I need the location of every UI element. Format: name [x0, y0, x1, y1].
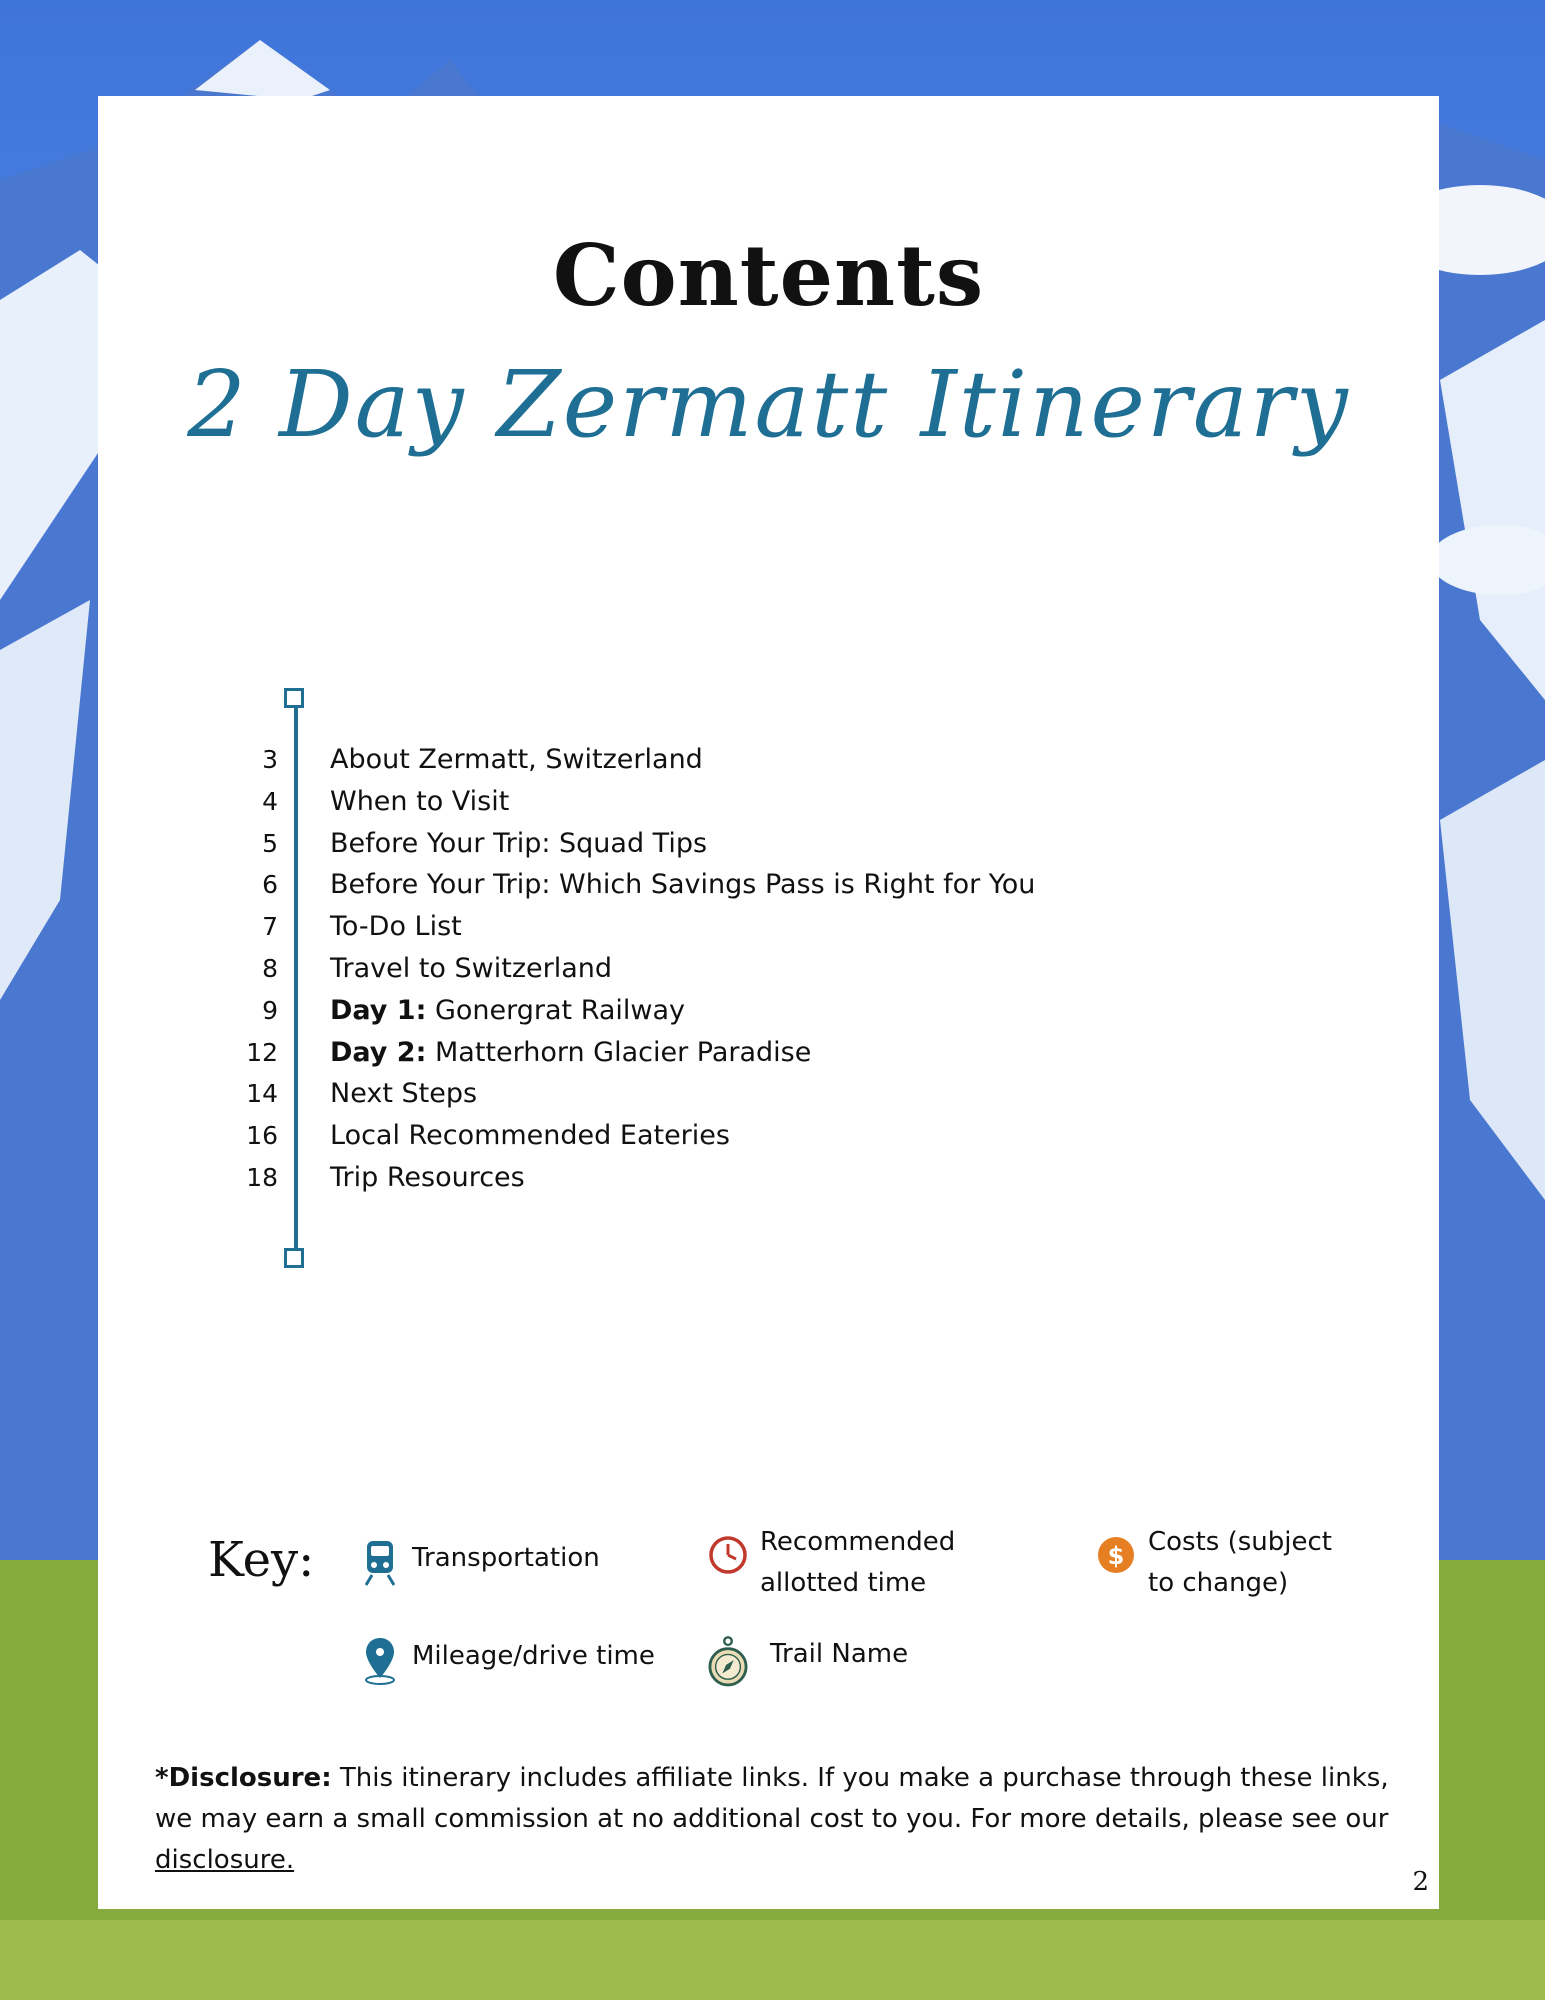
key-costs-line1: Costs (subject	[1148, 1527, 1332, 1557]
disclosure-paragraph	[155, 1758, 1395, 1881]
toc-entry-label: When to Visit	[330, 785, 510, 817]
toc-entry-label: Day 1: Gonergrat Railway	[330, 994, 686, 1026]
toc-page-number: 7	[262, 912, 278, 942]
clock-icon	[708, 1530, 748, 1580]
train-icon	[360, 1538, 400, 1588]
key-time-line1: Recommended	[760, 1527, 956, 1557]
toc-entry-label: Local Recommended Eateries	[330, 1120, 730, 1152]
key-mileage	[360, 1636, 655, 1686]
toc-entry-label: Before Your Trip: Squad Tips	[330, 827, 708, 859]
key-trail-label: Trail Name	[770, 1639, 909, 1669]
toc-entry[interactable]	[208, 1120, 1108, 1162]
dollar-icon	[1096, 1530, 1136, 1580]
key-costs	[1096, 1522, 1332, 1604]
toc-entry-label: Trip Resources	[330, 1161, 525, 1193]
toc-entry[interactable]	[208, 869, 1108, 911]
toc-timeline-top-cap	[284, 688, 304, 708]
key-recommended-time	[708, 1522, 955, 1604]
toc-entry[interactable]	[208, 828, 1108, 870]
toc-page-number: 18	[246, 1162, 278, 1192]
toc-page-number: 3	[262, 745, 278, 774]
key-title: Key:	[208, 1532, 315, 1588]
toc-page-number: 12	[246, 1037, 278, 1067]
toc-page-number: 4	[262, 786, 278, 816]
toc-entry-label: About Zermatt, Switzerland	[330, 744, 703, 775]
toc-entry[interactable]	[208, 1078, 1108, 1120]
key-transportation-label: Transportation	[412, 1543, 600, 1573]
key-trail	[708, 1634, 908, 1692]
toc-entry-label: Next Steps	[330, 1078, 478, 1110]
toc-timeline-bottom-cap	[284, 1248, 304, 1268]
table-of-contents	[208, 744, 1108, 1204]
key-time-line2: allotted time	[760, 1568, 927, 1598]
toc-entry[interactable]	[208, 744, 1108, 786]
toc-page-number: 16	[246, 1121, 278, 1151]
disclosure-heading: *Disclosure:	[155, 1763, 332, 1793]
toc-entry[interactable]	[208, 911, 1108, 953]
page-title: Contents	[552, 226, 985, 325]
toc-page-number: 6	[262, 870, 278, 900]
itinerary-subtitle: 2 Day Zermatt Itinerary	[187, 351, 1350, 458]
toc-page-number: 14	[246, 1079, 278, 1109]
svg-text:$: $	[1107, 1542, 1125, 1570]
toc-entry-label: Travel to Switzerland	[330, 952, 613, 984]
toc-entry[interactable]	[208, 1162, 1108, 1204]
page-number: 2	[1412, 1867, 1429, 1897]
key-mileage-label: Mileage/drive time	[412, 1641, 655, 1671]
toc-page-number: 5	[262, 828, 278, 858]
key-transportation	[360, 1538, 600, 1588]
map-pin-icon	[360, 1636, 400, 1686]
toc-entry-label: Day 2: Matterhorn Glacier Paradise	[330, 1036, 812, 1068]
toc-page-number: 8	[262, 953, 278, 983]
disclosure-text: This itinerary includes affiliate links. If you make a purchase through these links, we may earn a small commission at no additional cost to you. For more details, please see our	[155, 1763, 1389, 1834]
toc-entry[interactable]	[208, 1037, 1108, 1079]
disclosure-link[interactable]: disclosure.	[155, 1845, 295, 1875]
toc-entry-label: To-Do List	[330, 911, 462, 943]
toc-entry[interactable]	[208, 953, 1108, 995]
toc-entry[interactable]	[208, 786, 1108, 828]
compass-icon	[708, 1634, 748, 1692]
toc-entry-label: Before Your Trip: Which Savings Pass is Right for You	[330, 869, 1036, 901]
key-costs-line2: to change)	[1148, 1568, 1289, 1598]
toc-page-number: 9	[262, 995, 278, 1025]
toc-entry[interactable]	[208, 995, 1108, 1037]
contents-page	[98, 96, 1439, 1909]
